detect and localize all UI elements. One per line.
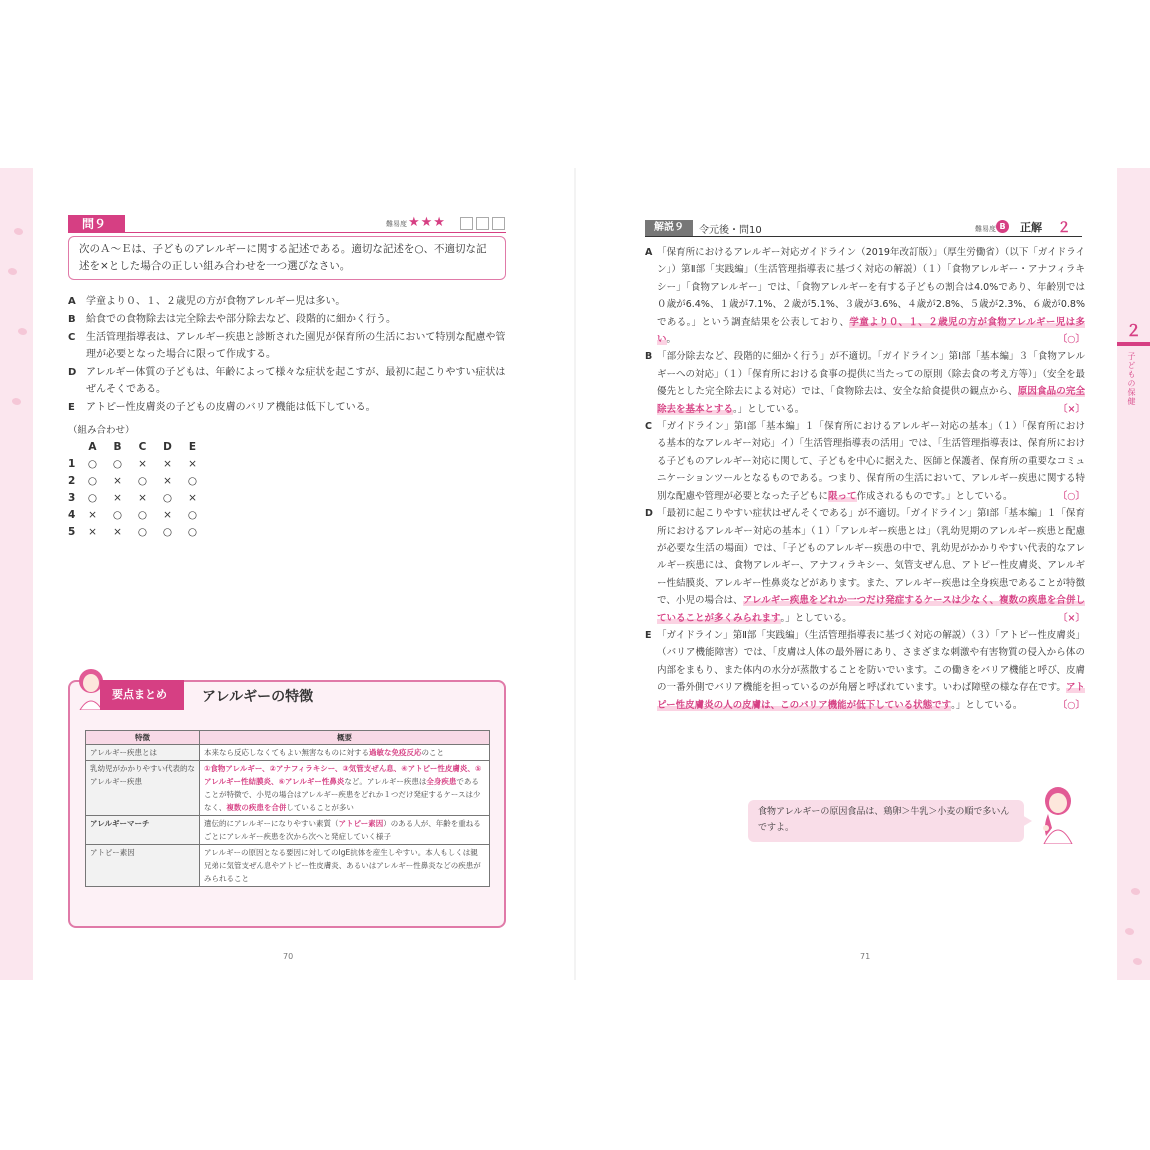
combo-cell: × <box>138 491 147 504</box>
combo-cell: ○ <box>137 474 148 487</box>
difficulty-label: 難易度 <box>386 220 407 228</box>
choice-key: E <box>68 402 75 413</box>
choice-key: C <box>68 332 76 343</box>
answer-label: 解説９ <box>645 220 693 236</box>
combo-cell: ○ <box>87 474 98 487</box>
combo-row[interactable] <box>68 506 205 523</box>
choice-text: 生活管理指導表は、アレルギー疾患と診断された園児が保育所の生活において特別な配慮や管理が必要となった場合に限って作成する。 <box>86 332 506 360</box>
chapter-bar <box>1117 342 1150 346</box>
choice-item <box>68 311 508 328</box>
checkbox-1[interactable] <box>460 217 473 230</box>
correct-value: ２ <box>1057 220 1071 236</box>
summary-label: 要点まとめ <box>100 680 184 710</box>
petal-decoration <box>1130 886 1141 897</box>
combo-cell: ○ <box>187 508 198 521</box>
answer-rule <box>645 236 1082 237</box>
explanation-key: A <box>645 247 653 258</box>
explanation-item: C 「ガイドライン」第Ⅰ部「基本編」１「保育所におけるアレルギー対応の基本」（１）「保育所における基本的なアレルギー対応」イ）「生活管理指導表の活用」では、「生活管理指導表は、保育所における子どものアレルギー対応に関して、子どもを中心に据えた、医師と保護者、保育所の重要なコミュニケーションツールとなるものである。つまり、保育所の生活において、アレルギー疾患に関する特別な配慮や管理が必要となった子どもに限って作成されるものです。」としている。 〔○〕 <box>645 418 1085 505</box>
answer-difficulty-label: 難易度 <box>975 225 996 233</box>
speech-bubble: 食物アレルギーの原因食品は、鶏卵＞牛乳＞小麦の順で多いんですよ。 <box>748 800 1024 842</box>
combo-header-cell: A <box>88 440 97 453</box>
summary-col-feature: 特徴 <box>86 731 200 745</box>
combo-cell: × <box>163 474 172 487</box>
combo-cell: × <box>163 508 172 521</box>
summary-feature: 乳幼児がかかりやすい代表的なアレルギー疾患 <box>86 761 200 816</box>
summary-row <box>86 816 490 845</box>
difficulty-stars: ★★★ <box>408 215 446 230</box>
petal-decoration <box>7 266 18 277</box>
combo-header-cell: B <box>113 440 122 453</box>
combo-cell: × <box>113 474 122 487</box>
choice-item <box>68 364 508 398</box>
question-rule <box>68 232 506 233</box>
combo-row-number: 2 <box>68 474 76 487</box>
petal-decoration <box>1124 926 1135 937</box>
page-number-right: 71 <box>860 952 871 961</box>
summary-desc: アレルギーの原因となる要因に対してのIgE抗体を産生しやすい。本人もしくは親兄弟に気管支ぜん息やアトピー性皮膚炎、あるいはアレルギー性鼻炎などの疾患がみられること <box>200 845 490 887</box>
summary-row <box>86 745 490 761</box>
choice-key: D <box>68 367 77 378</box>
explanation-key: C <box>645 421 652 433</box>
combo-cell: ○ <box>137 525 148 538</box>
summary-row <box>86 845 490 887</box>
combo-row-number: 5 <box>68 525 76 538</box>
combo-cell: × <box>88 508 97 521</box>
correct-label: 正解 <box>1020 221 1042 234</box>
choice-text: アレルギー体質の子どもは、年齢によって様々な症状を起こすが、最初に起こりやすい症状はぜんそくである。 <box>86 367 506 395</box>
combo-cell: ○ <box>187 525 198 538</box>
petal-decoration <box>13 226 24 237</box>
checkbox-3[interactable] <box>492 217 505 230</box>
combo-cell: ○ <box>137 508 148 521</box>
choice-text: 給食での食物除去は完全除去や部分除去など、段階的に細かく行う。 <box>86 314 396 325</box>
combo-row-number: 3 <box>68 491 76 504</box>
petal-decoration <box>11 396 22 407</box>
choice-item <box>68 329 508 363</box>
combo-cell: × <box>188 491 197 504</box>
combo-cell: × <box>113 525 122 538</box>
answer-difficulty-badge: B <box>996 220 1009 233</box>
combo-cell: × <box>88 525 97 538</box>
choice-list <box>68 293 508 417</box>
checkbox-2[interactable] <box>476 217 489 230</box>
combo-row[interactable] <box>68 489 205 506</box>
petal-decoration <box>1132 956 1143 967</box>
choice-item <box>68 293 508 310</box>
verdict-mark: 〔○〕 <box>1057 699 1085 711</box>
combo-cell: × <box>188 457 197 470</box>
choice-text: アトピー性皮膚炎の子どもの皮膚のバリア機能は低下している。 <box>86 402 376 413</box>
choice-key: B <box>68 314 76 325</box>
right-page-edge <box>1117 168 1150 980</box>
combo-cell: × <box>138 457 147 470</box>
chapter-number: ２ <box>1125 321 1142 340</box>
combo-row[interactable] <box>68 472 205 489</box>
combo-cell: ○ <box>162 491 173 504</box>
combo-header-cell: E <box>188 440 197 453</box>
choice-key: A <box>68 296 76 307</box>
combo-cell: × <box>163 457 172 470</box>
answer-source: 令元後・問10 <box>699 225 762 236</box>
verdict-mark: 〔×〕 <box>1058 612 1085 624</box>
combo-cell: ○ <box>112 457 123 470</box>
summary-desc: ①食物アレルギー、②アナフィラキシー、③気管支ぜん息、④アトピー性皮膚炎、⑤アレルギー性結膜炎、⑥アレルギー性鼻炎など。アレルギー疾患は全身疾患であることが特徴で、小児の場合はアレルギー疾患をどれか１つだけ発症するケースは少なく、複数の疾患を合併していることが多い <box>200 761 490 816</box>
question-label: 問９ <box>68 215 125 233</box>
explanation-item: A 「保育所におけるアレルギー対応ガイドライン（2019年改訂版）」（厚生労働省）（以下「ガイドライン」）第Ⅱ部「実践編」（生活管理指導表に基づく対応の解説）（１）「食物アレルギー・アナフィラキシー」「食物アレルギー」では、「食物アレルギーを有する子どもの割合は4.0%であり、年齢別では０歳が6.4%、１歳が7.1%、２歳が5.1%、３歳が3.6%、４歳が2.8%、５歳が2.3%、６歳が0.8%である。」という調査結果を公表しており、学童より０、１、２歳児の方が食物アレルギー児は多い。 〔○〕 <box>645 244 1085 348</box>
combo-row[interactable] <box>68 523 205 540</box>
combo-header-cell: C <box>138 440 147 453</box>
chapter-tab <box>1117 318 1150 458</box>
summary-table <box>85 730 490 887</box>
summary-desc: 本来なら反応しなくてもよい無害なものに対する過敏な免疫反応のこと <box>200 745 490 761</box>
question-header <box>68 215 506 233</box>
page-number-left: 70 <box>283 952 294 961</box>
summary-row <box>86 761 490 816</box>
combo-row[interactable] <box>68 455 205 472</box>
summary-col-desc: 概要 <box>200 731 490 745</box>
combo-cell: ○ <box>87 491 98 504</box>
question-prompt: 次のＡ～Ｅは、子どものアレルギーに関する記述である。適切な記述を○、不適切な記述を×とした場合の正しい組み合わせを一つ選びなさい。 <box>68 236 506 280</box>
combo-header-cell: D <box>163 440 172 453</box>
summary-desc: 遺伝的にアレルギーになりやすい素質（アトピー素因）のある人が、年齢を重ねるごとにアレルギー疾患を次から次へと発症していく様子 <box>200 816 490 845</box>
verdict-mark: 〔○〕 <box>1057 334 1085 346</box>
combo-row-number: 1 <box>68 457 76 470</box>
combo-cell: ○ <box>187 474 198 487</box>
summary-header-row <box>86 731 490 745</box>
combo-cell: ○ <box>87 457 98 470</box>
combo-row-number: 4 <box>68 508 76 521</box>
book-spread <box>0 168 1150 980</box>
combo-cell: ○ <box>162 525 173 538</box>
summary-feature: アトピー素因 <box>86 845 200 887</box>
combo-cell: × <box>113 491 122 504</box>
combo-cell: ○ <box>112 508 123 521</box>
explanation-item: D 「最初に起こりやすい症状はぜんそくである」が不適切。「ガイドライン」第Ⅰ部「基本編」１「保育所におけるアレルギー対応の基本」（１）「アレルギー疾患とは」（乳幼児期のアレルギー疾患と配慮が必要な生活の場面）では、「子どものアレルギー疾患の中で、乳幼児がかかりやすい代表的なアレルギー疾患には、食物アレルギー、アナフィラキシー、気管支ぜん息、アトピー性皮膚炎、アレルギー性結膜炎、アレルギー性鼻炎などがあります。また、アレルギー疾患は全身疾患であることが特徴で、小児の場合は、アレルギー疾患をどれか一つだけ発症するケースは少なく、複数の疾患を合併していることが多くみられます。」としている。 〔×〕 <box>645 505 1085 627</box>
summary-feature: アレルギーマーチ <box>86 816 200 845</box>
petal-decoration <box>17 326 28 337</box>
summary-title: アレルギーの特徴 <box>202 689 314 705</box>
choice-text: 学童より０、１、２歳児の方が食物アレルギー児は多い。 <box>86 296 346 307</box>
explanation-key: B <box>645 351 653 363</box>
left-page-edge <box>0 168 33 980</box>
explanation <box>645 244 1085 714</box>
combo-table <box>68 438 205 540</box>
verdict-mark: 〔×〕 <box>1058 403 1085 415</box>
verdict-mark: 〔○〕 <box>1057 490 1085 502</box>
explanation-key: E <box>645 629 652 641</box>
page-gutter <box>574 168 576 980</box>
combo-title: （組み合わせ） <box>68 425 135 436</box>
summary-feature: アレルギー疾患とは <box>86 745 200 761</box>
explanation-item: E 「ガイドライン」第Ⅱ部「実践編」（生活管理指導表に基づく対応の解説）（３）「アトピー性皮膚炎」（バリア機能障害）では、「皮膚は人体の最外層にあり、さまざまな刺激や有害物質の侵入から体の内部をまもり、また体内の水分が蒸散することを防いでいます。この働きをバリア機能と呼び、皮膚の一番外側でバリア機能を担っているのが角層と呼ばれています。いわば障壁の様な存在です。アトピー性皮膚炎の人の皮膚は、このバリア機能が低下している状態です。」としている。 〔○〕 <box>645 627 1085 714</box>
explanation-item: B 「部分除去など、段階的に細かく行う」が不適切。「ガイドライン」第Ⅰ部「基本編」３「食物アレルギーへの対応」（１）「保育所における食事の提供に当たっての原則（除去食の考え方等）」（安全を最優先とした完全除去による対応）では、「食物除去は、安全な給食提供の観点から、原因食品の完全除去を基本とする。」としている。 〔×〕 <box>645 348 1085 418</box>
chapter-title: 子どもの保健 <box>1127 352 1136 406</box>
speech-bubble-tail <box>1022 815 1032 827</box>
choice-item <box>68 399 508 416</box>
teacher-avatar-icon <box>1040 786 1074 844</box>
combo-header-row <box>68 438 205 455</box>
explanation-key: D <box>645 508 653 520</box>
